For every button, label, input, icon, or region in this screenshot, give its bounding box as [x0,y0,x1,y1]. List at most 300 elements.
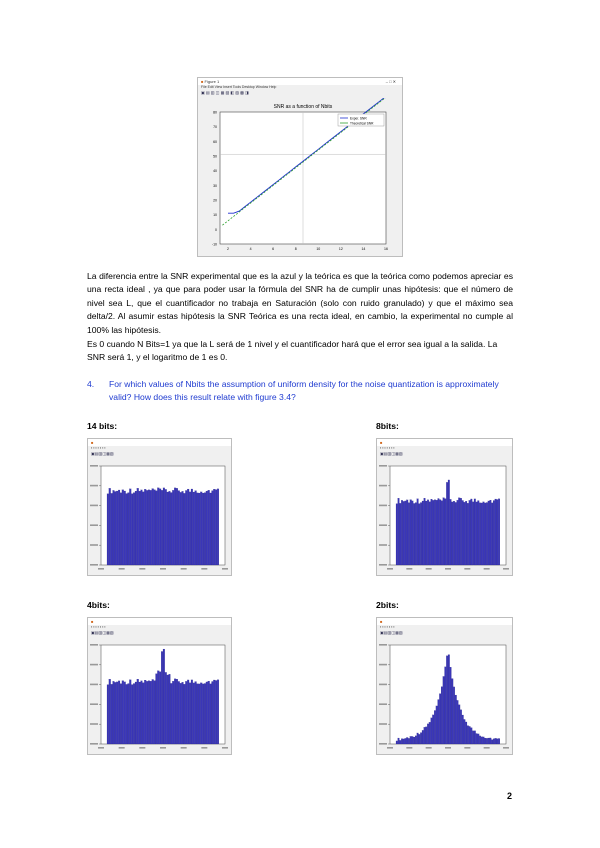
histogram-bar [399,740,401,744]
histogram-bar [425,727,427,744]
histogram-bar [182,491,184,565]
histogram-bar [406,500,408,565]
histogram-bar [150,681,152,744]
histogram-bar [185,681,187,744]
histogram-bar [191,489,193,565]
y-tick-label [379,465,387,467]
histogram-bar [172,681,174,744]
matlab-icon: ■ [91,440,94,445]
hist-label-4bits: 4bits: [87,600,110,610]
histogram-bar [176,679,178,744]
histogram-bar [474,731,476,744]
histogram-bar [212,681,214,744]
histogram-bar [419,504,421,565]
histogram-bar [178,491,180,565]
histogram-bar [469,726,471,744]
histogram-bar [422,730,424,744]
histogram-bar [431,499,433,565]
histogram-bar [142,492,144,565]
histogram-bar [178,681,180,744]
histogram-bar [472,502,474,565]
histogram-bar [202,684,204,744]
histogram-bar [202,493,204,565]
histogram-bar [206,491,208,565]
x-tick-label [222,747,228,749]
y-tick-label [90,684,98,686]
matlab-icon: ■ [91,619,94,624]
histogram-bar [180,492,182,565]
histogram-bar [405,501,407,565]
histogram-bar [131,685,133,744]
y-tick-label [379,743,387,745]
histogram-bar [491,503,493,565]
histogram-bar [467,503,469,565]
histogram-bar [486,738,488,744]
histogram-bar [206,682,208,744]
x-tick-label [406,568,412,570]
histogram-bar [465,722,467,744]
histogram-bar [432,715,434,744]
histogram-bar [129,680,131,744]
y-tick-label [379,505,387,507]
histogram-bar [441,687,443,744]
x-tick-label [119,568,125,570]
histogram-bar [410,736,412,744]
histogram-bar [144,489,146,565]
histogram-bar [157,488,159,565]
histogram-14bits-plot [88,458,231,575]
paragraph-1: La diferencia entre la SNR experimental que es la azul y la teórica es que la teórica como podemos apreciar es una recta ideal , ya que para poder usar la fórmula del SNR ha de cumplir unas hipótesis: que el número de nivel sea L, que el cuantificador no trabaja en Saturación (solo con ruido granulado) y que el máximo sea delta/2. Al asumir estas hipótesis la SNR Teórica es una recta ideal, en cambio, la experimental no cumple al 100% las hipótesis. [87,271,513,335]
x-tick-label [201,747,207,749]
y-tick-label: -10 [211,242,217,247]
histogram-bar [133,493,135,565]
y-tick-label [379,644,387,646]
histogram-bar [165,672,167,744]
histogram-bar [111,493,113,565]
x-tick-label [201,568,207,570]
histogram-bar [491,740,493,744]
hist-label-2bits: 2bits: [376,600,399,610]
histogram-bar [474,499,476,565]
histogram-bar [184,493,186,565]
histogram-bar [131,494,133,565]
histogram-bar [156,491,158,565]
y-tick-label: 50 [213,154,217,159]
histogram-bar [453,687,455,744]
histogram-bar [471,728,473,744]
histogram-bar [185,490,187,565]
histogram-bar [197,493,199,565]
histogram-bar [406,737,408,744]
histogram-bar [415,736,417,744]
histogram-bar [436,500,438,565]
histogram-bar [460,498,462,565]
histogram-bar [159,672,161,744]
x-tick-label [98,568,104,570]
histogram-bar [465,501,467,565]
y-tick-label [90,465,98,467]
histogram-bar [128,493,130,565]
hist-label-14bits: 14 bits: [87,421,118,431]
histogram-bar [122,490,124,565]
y-tick-label [90,743,98,745]
histogram-bar [114,492,116,566]
histogram-bar [458,498,460,565]
histogram-bar [172,490,174,565]
page-number: 2 [507,791,513,801]
histogram-bar [167,675,169,744]
figure-title-bar [198,78,402,85]
histogram-bar [451,502,453,565]
histogram-bar [213,489,215,565]
histogram-bar [398,498,400,565]
histogram-bar [495,738,497,744]
histogram-bar [204,683,206,744]
histogram-bar [167,492,169,565]
histogram-bar [114,682,116,744]
x-tick-label [160,568,166,570]
histogram-bar [429,722,431,744]
histogram-bar [417,499,419,565]
histogram-bar [498,738,500,744]
x-tick-label [181,747,187,749]
histogram-bar [212,491,214,565]
paragraph-2: Es 0 cuando N Bits=1 ya que la L será de 1 nivel y el cuantificador hará que el error sea igual a la salida. La SNR será 1, y el logaritmo de 1 es 0. [87,339,498,363]
histogram-bar [135,682,137,744]
histogram-bar [148,681,150,744]
histogram-bar [148,490,150,565]
x-tick-label [181,568,187,570]
histogram-bar [163,649,165,744]
figure-menu-bar[interactable]: File Edit View Insert Tools Desktop Window Help [201,85,277,89]
histogram-bar [471,499,473,565]
histogram-bar [146,681,148,744]
hist-title-bar [88,618,231,625]
hist-title-bar [377,439,512,446]
histogram-bar [210,684,212,744]
histogram-bar [486,503,488,566]
histogram-bar [204,493,206,565]
histogram-bar [174,488,176,565]
histogram-bar [165,489,167,565]
y-tick-label [90,544,98,546]
histogram-bar [420,503,422,565]
histogram-bar [493,739,495,744]
histogram-bar [497,500,499,565]
matlab-icon: ■ [380,440,383,445]
y-tick-label: 10 [213,213,217,218]
histogram-bar [142,683,144,744]
histogram-4bits-plot [88,637,231,754]
figure-window-title: Figure 1 [204,79,220,84]
figure-toolbar[interactable]: ▣ ▤ ▥ ◫ ▦ ▧ ◧ ▨ ▩ ◨ [201,90,249,95]
y-tick-label [379,564,387,566]
hist-menu-bar[interactable]: ▪ ▪ ▪ ▪ ▪ ▪ ▪ [91,446,106,450]
histogram-bar [139,491,141,565]
histogram-bar [477,734,479,744]
y-tick-label: 40 [213,169,217,174]
histogram-bar [161,490,163,565]
matlab-icon: ■ [380,619,383,624]
histogram-14bits-window [87,438,232,576]
histogram-bar [111,684,113,744]
histogram-bar [107,494,109,565]
x-tick-label [464,747,470,749]
question-number: 4. [87,379,95,389]
x-tick-label [445,747,451,749]
histogram-bar [126,494,128,565]
histogram-bar [152,679,154,744]
histogram-bar [200,683,202,744]
hist-title-bar [377,618,512,625]
histogram-bar [410,500,412,565]
matlab-icon: ■ [201,79,204,84]
histogram-bar [498,499,500,565]
histogram-bar [169,674,171,744]
histogram-bar [405,738,407,744]
histogram-bar [195,491,197,565]
histogram-bar [213,680,215,744]
histogram-bar [462,500,464,565]
histogram-bar [208,681,210,744]
histogram-bar [434,710,436,744]
histogram-bar [154,681,156,744]
histogram-bar [469,500,471,565]
y-tick-label: 80 [213,110,217,115]
hist-toolbar[interactable]: ▣▤▥◫▦▧ [380,451,403,456]
histogram-bar [403,739,405,744]
histogram-bar [451,679,453,744]
histogram-bar [467,726,469,744]
histogram-bar [128,684,130,744]
histogram-bar [124,682,126,744]
y-tick-label [90,505,98,507]
histogram-bar [419,734,421,744]
histogram-4bits-window [87,617,232,755]
histogram-bar [490,738,492,744]
y-tick-label [90,485,98,487]
y-tick-label [379,544,387,546]
y-tick-label [90,564,98,566]
histogram-bar [408,738,410,744]
hist-toolbar[interactable]: ▣▤▥◫▦▧ [380,630,403,635]
x-tick-label: 14 [361,247,366,251]
histogram-bar [118,490,120,565]
histogram-bar [439,694,441,744]
histogram-bar [137,679,139,744]
histogram-bar [415,503,417,565]
histogram-bar [424,498,426,565]
snr-plot [198,98,402,256]
x-tick-label: 2 [227,247,229,251]
snr-figure-window [197,77,403,257]
histogram-bar [174,679,176,744]
histogram-bar [413,503,415,565]
y-tick-label [90,664,98,666]
hist-toolbar[interactable]: ▣▤▥◫▦▧ [91,451,114,456]
histogram-bar [184,684,186,744]
histogram-bar [493,501,495,566]
histogram-bar [200,492,202,565]
histogram-bar [107,685,109,744]
histogram-bar [159,489,161,565]
y-tick-label [379,684,387,686]
y-tick-label [379,723,387,725]
histogram-bar [424,727,426,744]
histogram-bar [462,715,464,744]
histogram-bar [464,502,466,565]
histogram-bar [198,493,200,565]
x-tick-label [426,568,432,570]
histogram-bar [448,480,450,565]
histogram-bar [399,503,401,565]
x-tick-label [445,568,451,570]
histogram-bar [217,489,219,565]
histogram-bar [137,488,139,565]
histogram-bar [445,499,447,565]
histogram-bar [198,684,200,744]
y-tick-label [379,664,387,666]
histogram-bar [217,680,219,744]
histogram-bar [479,503,481,565]
histogram-bar [139,682,141,744]
histogram-bar [187,489,189,565]
histogram-bar [182,682,184,744]
histogram-bar [472,731,474,744]
histogram-bar [481,503,483,565]
histogram-bar [118,681,120,744]
hist-menu-bar[interactable]: ▪ ▪ ▪ ▪ ▪ ▪ ▪ [380,446,395,450]
histogram-bar [436,706,438,744]
histogram-bar [427,724,429,744]
histogram-bar [113,490,115,565]
hist-toolbar[interactable]: ▣▤▥◫▦▧ [91,630,114,635]
histogram-bar [180,683,182,744]
histogram-bar [429,502,431,565]
histogram-bar [434,500,436,565]
histogram-bar [163,488,165,565]
histogram-bar [490,500,492,565]
x-tick-label [139,568,145,570]
histogram-bar [116,491,118,565]
histogram-bar [157,671,159,744]
hist-title-bar [88,439,231,446]
histogram-bar [141,681,143,744]
x-tick-label [160,747,166,749]
histogram-bar [215,681,217,745]
histogram-bar [146,490,148,565]
histogram-bar [446,656,448,744]
histogram-bar [176,488,178,565]
histogram-bar [120,493,122,565]
histogram-bar [170,683,172,744]
x-tick-label [387,568,393,570]
x-tick-label [484,747,490,749]
histogram-bar [425,501,427,565]
histogram-bar [120,684,122,744]
y-tick-label: 60 [213,139,217,144]
x-tick-label: 8 [294,247,297,251]
histogram-bar [483,502,485,565]
histogram-bar [141,490,143,565]
histogram-bar [464,719,466,744]
window-controls-icon[interactable]: – □ ✕ [385,79,396,84]
histogram-bar [460,710,462,744]
histogram-bar [484,738,486,744]
x-tick-label: 4 [249,247,252,251]
histogram-bar [189,492,191,565]
histogram-bar [427,500,429,565]
histogram-bar [417,733,419,744]
y-tick-label: 20 [213,198,217,203]
histogram-bar [401,739,403,744]
hist-menu-bar[interactable]: ▪ ▪ ▪ ▪ ▪ ▪ ▪ [91,625,106,629]
histogram-bar [476,734,478,744]
y-tick-label [379,485,387,487]
x-tick-label [406,747,412,749]
histogram-bar [208,490,210,565]
histogram-bar [398,738,400,744]
histogram-bar [488,738,490,744]
y-tick-label [379,703,387,705]
histogram-bar [403,501,405,565]
histogram-bar [197,684,199,744]
x-tick-label: 10 [316,247,321,251]
histogram-bar [483,737,485,744]
x-tick-label [98,747,104,749]
question-4 [87,378,513,405]
histogram-bar [443,676,445,744]
histogram-bar [187,680,189,744]
histogram-bar [443,498,445,565]
hist-menu-bar[interactable]: ▪ ▪ ▪ ▪ ▪ ▪ ▪ [380,625,395,629]
hist-label-8bits: 8bits: [376,421,399,431]
histogram-bar [109,488,111,565]
histogram-bar [113,681,115,744]
x-tick-label: 16 [384,247,388,251]
y-tick-label [90,703,98,705]
histogram-bar [497,739,499,744]
histogram-bar [476,502,478,565]
histogram-bar [210,493,212,565]
y-tick-label [90,524,98,526]
histogram-bar [133,684,135,744]
histogram-bar [445,667,447,744]
y-tick-label: 30 [213,183,217,188]
histogram-bar [215,490,217,565]
histogram-bar [457,500,459,565]
y-tick-label [90,644,98,646]
histogram-bar [124,491,126,565]
x-tick-label [139,747,145,749]
histogram-bar [161,651,163,744]
histogram-2bits-window [376,617,513,755]
x-tick-label [484,568,490,570]
y-tick-label: 70 [213,125,217,130]
histogram-bar [488,501,490,565]
histogram-bar [438,498,440,565]
histogram-bar [450,499,452,565]
histogram-bar [129,489,131,565]
legend-entry: Theoretical SNR [350,121,374,126]
histogram-bar [446,482,448,565]
histogram-bar [152,489,154,565]
histogram-bar [193,492,195,565]
x-tick-label [426,747,432,749]
histogram-bar [401,500,403,565]
x-tick-label: 12 [338,247,343,251]
plot-title: SNR as a function of Nbits [273,104,333,110]
